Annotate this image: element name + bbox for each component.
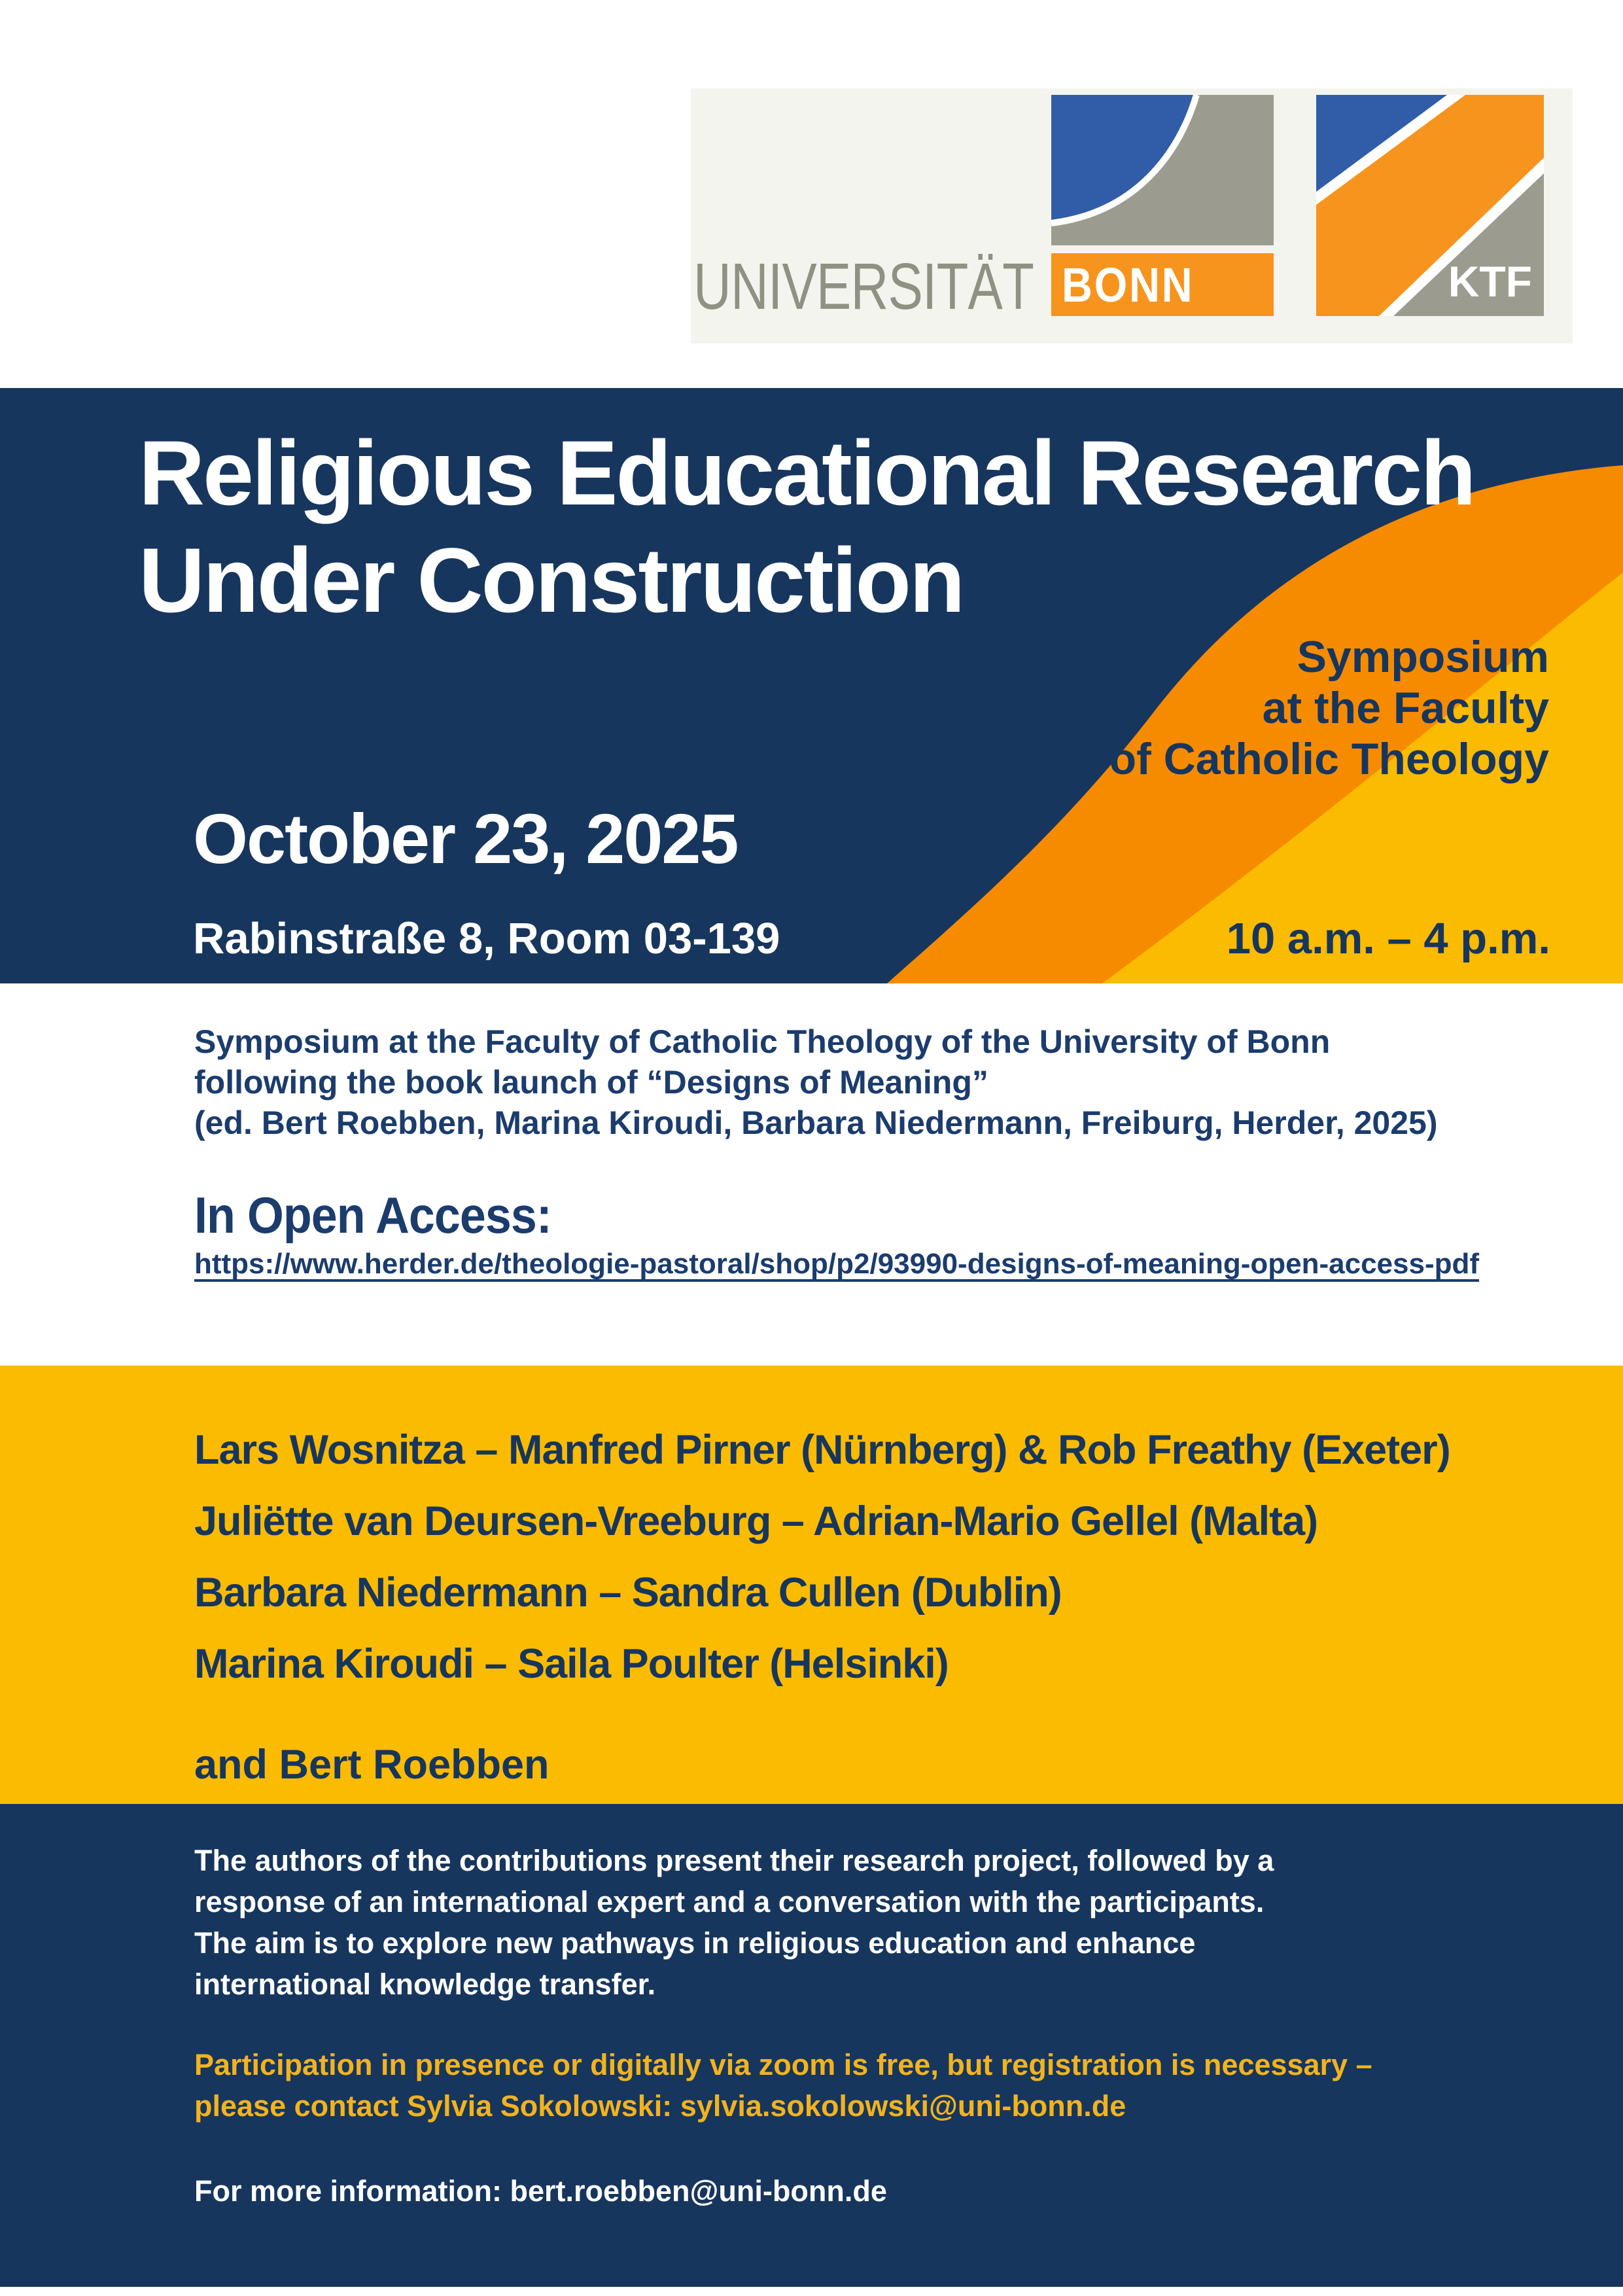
- uni-bonn-logo-icon: [1051, 95, 1274, 245]
- description-line: international knowledge transfer.: [194, 1968, 656, 2001]
- bonn-wordmark: BONN: [1062, 257, 1195, 312]
- poster-title-line1: Religious Educational Research: [139, 421, 1475, 524]
- speaker-footer: and Bert Roebben: [194, 1742, 550, 1788]
- event-time: 10 a.m. – 4 p.m.: [1226, 914, 1550, 963]
- universitaet-wordmark: UNIVERSITÄT: [693, 250, 1034, 323]
- intro-section: [0, 983, 1623, 1366]
- open-access-heading: In Open Access:: [194, 1186, 551, 1244]
- more-info-line: For more information: bert.roebben@uni-bonn.de: [194, 2174, 887, 2208]
- open-access-link[interactable]: https://www.herder.de/theologie-pastoral/shop/p2/93990-designs-of-meaning-open-access-pdf: [194, 1248, 1480, 1280]
- participation-line: Participation in presence or digitally via zoom is free, but registration is necessary –: [194, 2048, 1372, 2081]
- symposium-subtitle: [1109, 631, 1549, 785]
- event-location: Rabinstraße 8, Room 03-139: [193, 914, 780, 963]
- speaker-line: Lars Wosnitza – Manfred Pirner (Nürnberg) & Rob Freathy (Exeter): [194, 1427, 1450, 1473]
- speaker-line: Juliëtte van Deursen-Vreeburg – Adrian-Mario Gellel (Malta): [194, 1498, 1318, 1544]
- event-date: October 23, 2025: [193, 799, 738, 878]
- bottom-margin-strip: [0, 2287, 1623, 2296]
- ktf-wordmark: KTF: [1448, 257, 1532, 306]
- poster-title-line2: Under Construction: [139, 529, 964, 631]
- poster-title: [139, 419, 1475, 634]
- speakers-section: [0, 1366, 1623, 1804]
- ktf-faculty-logo-icon: [1316, 95, 1544, 316]
- header-logo-area: [0, 0, 1623, 388]
- intro-line1: Symposium at the Faculty of Catholic Theology of the University of Bonn: [194, 1023, 1331, 1060]
- description-line: The aim is to explore new pathways in religious education and enhance: [194, 1926, 1196, 1960]
- title-banner: [0, 388, 1623, 983]
- details-section: [0, 1804, 1623, 2287]
- description-line: The authors of the contributions present their research project, followed by a: [194, 1844, 1274, 1877]
- description-line: response of an international expert and a conversation with the participants.: [194, 1885, 1265, 1918]
- bonn-wordmark-box: [1051, 253, 1274, 316]
- participation-line: please contact Sylvia Sokolowski: sylvia.sokolowski@uni-bonn.de: [194, 2089, 1126, 2123]
- intro-line3: (ed. Bert Roebben, Marina Kiroudi, Barbara Niedermann, Freiburg, Herder, 2025): [194, 1104, 1438, 1141]
- symposium-subtitle-line1: Symposium: [1297, 632, 1549, 682]
- speaker-line: Marina Kiroudi – Saila Poulter (Helsinki): [194, 1641, 949, 1687]
- intro-line2: following the book launch of “Designs of Meaning”: [194, 1064, 988, 1101]
- symposium-subtitle-line3: of Catholic Theology: [1109, 734, 1549, 784]
- participation-note: [194, 2044, 1623, 2127]
- speaker-line: Barbara Niedermann – Sandra Cullen (Dublin): [194, 1570, 1062, 1616]
- symposium-subtitle-line2: at the Faculty: [1262, 683, 1549, 733]
